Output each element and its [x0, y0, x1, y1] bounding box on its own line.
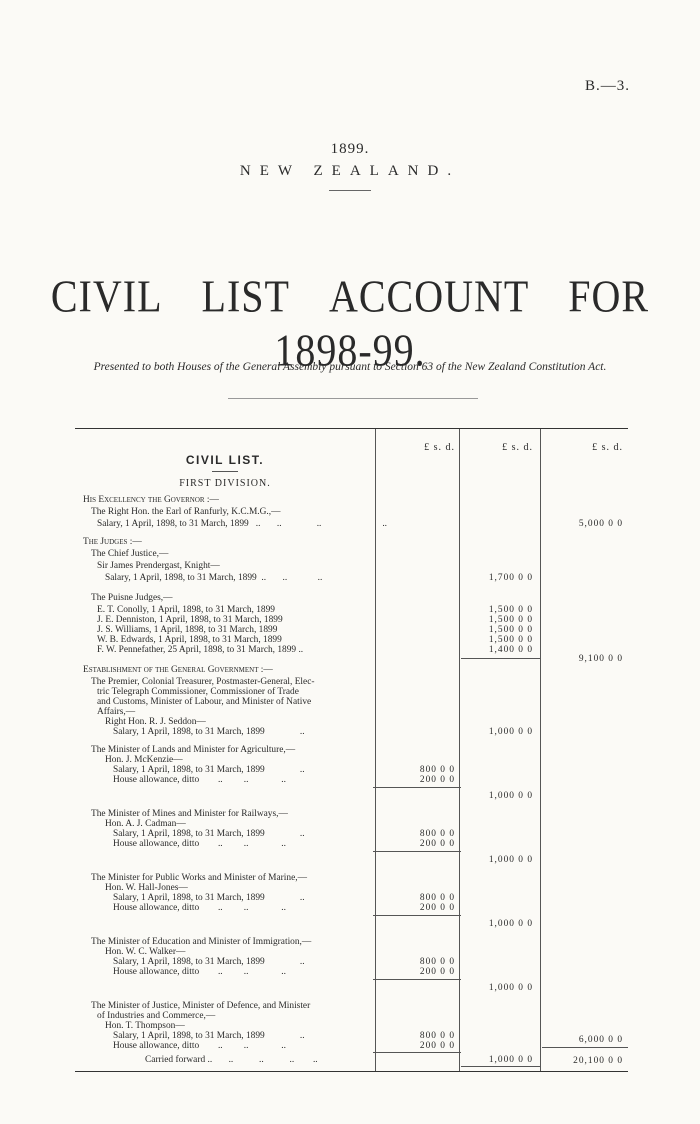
amount: 5,000 0 0 [578, 519, 623, 529]
office-heading: The Minister of Justice, Minister of Defence, and Minister [91, 1001, 311, 1011]
amount: 800 0 0 [419, 957, 455, 967]
salary-line: Salary, 1 April, 1898, to 31 March, 1899 .. [113, 765, 305, 775]
amount: 1,500 0 0 [488, 605, 533, 615]
office-holder: Hon. T. Thompson— [105, 1021, 185, 1031]
amount: 200 0 0 [419, 903, 455, 913]
salary-line: Salary, 1 April, 1898, to 31 March, 1899 .. .. .. [105, 573, 323, 583]
office-holder: Sir James Prendergast, Knight— [97, 561, 220, 571]
column-rule [459, 429, 460, 1071]
office-holder: Right Hon. R. J. Seddon— [105, 717, 206, 727]
office-heading: The Minister for Public Works and Minister of Marine,— [91, 873, 307, 883]
amount: 1,000 0 0 [488, 791, 533, 801]
amount: 200 0 0 [419, 967, 455, 977]
sum-rule [373, 787, 461, 788]
salary-line: Salary, 1 April, 1898, to 31 March, 1899 .. [113, 893, 305, 903]
amount: 1,000 0 0 [488, 855, 533, 865]
amount: 1,500 0 0 [488, 635, 533, 645]
office-heading: of Industries and Commerce,— [97, 1011, 216, 1021]
office-heading: tric Telegraph Commissioner, Commissioner of Trade [97, 687, 299, 697]
office-heading: The Minister of Mines and Minister for Railways,— [91, 809, 288, 819]
judge-line: J. E. Denniston, 1 April, 1898, to 31 March, 1899 [97, 615, 283, 625]
document-year: 1899. [330, 141, 370, 157]
office-holder: The Right Hon. the Earl of Ranfurly, K.C.M.G.,— [91, 507, 281, 517]
amount: 1,000 0 0 [488, 919, 533, 929]
amount: 1,500 0 0 [488, 625, 533, 635]
amount: 800 0 0 [419, 1031, 455, 1041]
office-holder: Hon. W. Hall-Jones— [105, 883, 188, 893]
house-allowance-line: House allowance, ditto .. .. .. [113, 967, 286, 977]
title-word: FOR [568, 270, 650, 322]
judge-line: E. T. Conolly, 1 April, 1898, to 31 March, 1899 [97, 605, 275, 615]
country-heading: NEW ZEALAND. [239, 163, 461, 179]
office-holder: Hon. A. J. Cadman— [105, 819, 186, 829]
salary-line: Salary, 1 April, 1898, to 31 March, 1899 .. [113, 829, 305, 839]
divider [228, 398, 478, 399]
amount: 200 0 0 [419, 839, 455, 849]
title-word: 1898-99. [274, 324, 426, 376]
currency-header: £ s. d. [424, 442, 455, 453]
salary-line: Salary, 1 April, 1898, to 31 March, 1899 .. .. .. .. [97, 519, 387, 529]
sum-rule [461, 1066, 541, 1067]
house-allowance-line: House allowance, ditto .. .. .. [113, 839, 286, 849]
civil-list-table [75, 428, 628, 1072]
divider [212, 471, 238, 472]
amount: 200 0 0 [419, 775, 455, 785]
sum-rule [373, 851, 461, 852]
amount: 9,100 0 0 [578, 654, 623, 664]
sum-rule [373, 915, 461, 916]
sum-rule [461, 658, 541, 659]
amount: 1,000 0 0 [488, 983, 533, 993]
house-allowance-line: House allowance, ditto .. .. .. [113, 775, 286, 785]
office-heading: The Chief Justice,— [91, 549, 169, 559]
divider [329, 190, 371, 191]
office-heading: The Premier, Colonial Treasurer, Postmaster-General, Elec- [91, 677, 315, 687]
amount: 1,500 0 0 [488, 615, 533, 625]
currency-header: £ s. d. [502, 442, 533, 453]
section-heading: His Excellency the Governor :— [83, 495, 219, 505]
title-word: ACCOUNT [328, 270, 530, 322]
title-word: LIST [201, 270, 290, 322]
carried-forward-line: Carried forward .. .. .. .. .. [145, 1055, 318, 1065]
judge-line: J. S. Williams, 1 April, 1898, to 31 March, 1899 [97, 625, 278, 635]
office-heading: and Customs, Minister of Labour, and Minister of Native [97, 697, 312, 707]
sum-rule [373, 979, 461, 980]
amount: 1,000 0 0 [488, 727, 533, 737]
currency-header: £ s. d. [592, 442, 623, 453]
table-title: CIVIL LIST. [185, 453, 265, 467]
amount: 800 0 0 [419, 829, 455, 839]
section-heading: The Judges :— [83, 537, 142, 547]
judge-line: F. W. Pennefather, 25 April, 1898, to 31 March, 1899 .. [97, 645, 304, 655]
judge-line: W. B. Edwards, 1 April, 1898, to 31 March, 1899 [97, 635, 282, 645]
amount: 1,400 0 0 [488, 645, 533, 655]
office-holder: Hon. W. C. Walker— [105, 947, 186, 957]
house-allowance-line: House allowance, ditto .. .. .. [113, 1041, 286, 1051]
office-heading: Affairs,— [97, 707, 136, 717]
amount: 200 0 0 [419, 1041, 455, 1051]
amount: 800 0 0 [419, 893, 455, 903]
office-heading: The Puisne Judges,— [91, 593, 173, 603]
amount: 1,000 0 0 [488, 1055, 533, 1065]
house-allowance-line: House allowance, ditto .. .. .. [113, 903, 286, 913]
amount: 800 0 0 [419, 765, 455, 775]
presentation-note: Presented to both Houses of the General Assembly pursuant to Section 63 of the New Zealand Constitution Act. [93, 361, 607, 373]
salary-line: Salary, 1 April, 1898, to 31 March, 1899 .. [113, 1031, 305, 1041]
section-heading: Establishment of the General Government :— [83, 665, 273, 675]
title-word: CIVIL [50, 270, 163, 322]
office-heading: The Minister of Lands and Minister for Agriculture,— [91, 745, 296, 755]
sum-rule [373, 1052, 461, 1053]
salary-line: Salary, 1 April, 1898, to 31 March, 1899 .. [113, 957, 305, 967]
sum-rule [542, 1047, 628, 1048]
division-heading: FIRST DIVISION. [179, 478, 271, 489]
office-heading: The Minister of Education and Minister of Immigration,— [91, 937, 312, 947]
amount: 20,100 0 0 [573, 1056, 623, 1066]
office-holder: Hon. J. McKenzie— [105, 755, 183, 765]
amount: 6,000 0 0 [578, 1035, 623, 1045]
document-reference: B.—3. [584, 78, 630, 94]
salary-line: Salary, 1 April, 1898, to 31 March, 1899 .. [113, 727, 305, 737]
amount: 1,700 0 0 [488, 573, 533, 583]
